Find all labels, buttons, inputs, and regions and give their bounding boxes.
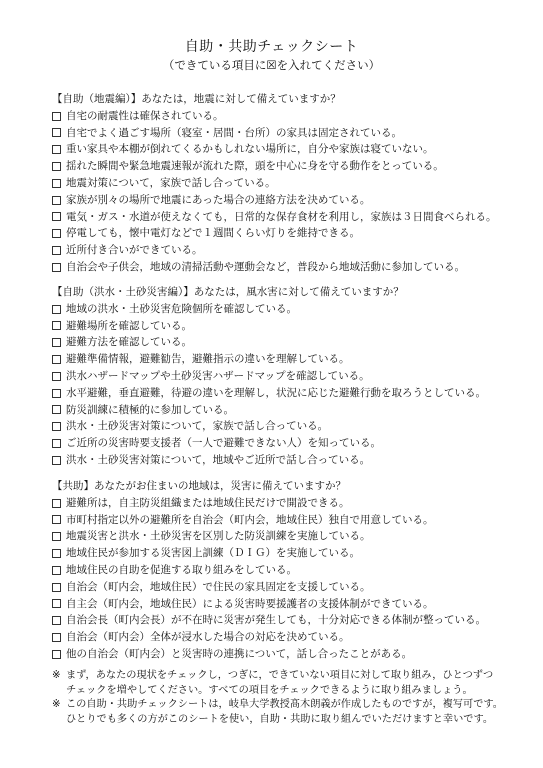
checklist-item[interactable] — [52, 158, 522, 175]
checklist-item-label: 洪水ハザードマップや土砂災害ハザードマップを確認している。 — [66, 369, 370, 382]
checklist-item[interactable] — [52, 125, 522, 142]
checkbox[interactable] — [52, 229, 61, 238]
checkbox[interactable] — [52, 515, 61, 524]
checkbox[interactable] — [52, 263, 61, 272]
checklist-item-label: 避難方法を確認している。 — [66, 336, 192, 349]
checkbox[interactable] — [52, 305, 61, 314]
notes — [52, 669, 522, 727]
checkbox[interactable] — [52, 212, 61, 221]
checklist-item-label: 自治会長（町内会長）が不在時に災害が発生しても，十分対応できる体制が整っている。 — [66, 614, 486, 627]
checkbox[interactable] — [52, 196, 61, 205]
checklist-item-label: 停電しても，懐中電灯などで１週間くらい灯りを維持できる。 — [66, 227, 360, 240]
checklist-item[interactable] — [52, 596, 522, 613]
checklist-item[interactable] — [52, 368, 522, 385]
checklist-item-label: 地域住民の自助を促進する取り組みをしている。 — [66, 563, 297, 576]
note-text: この自助・共助チェックシートは，岐阜大学教授髙木朗義が作成したものですが，複写可です。 ひとりでも多くの方がこのシートを使い，自助・共助に取り組んでいただけますと幸いです。 — [66, 699, 503, 725]
note-mark: ※ — [52, 670, 61, 681]
checklist-item[interactable] — [52, 418, 522, 435]
checkbox[interactable] — [52, 179, 61, 188]
section-heading: 【共助】あなたがお住まいの地域は，災害に備えていますか？ — [52, 480, 346, 492]
checklist-item[interactable] — [52, 175, 522, 192]
checkbox[interactable] — [52, 372, 61, 381]
checklist-item-label: ご近所の災害時要支援者（一人で避難できない人）を知っている。 — [66, 437, 381, 450]
checkbox[interactable] — [52, 583, 61, 592]
page-title: 自助・共助チェックシート — [184, 39, 359, 55]
checklist-item[interactable] — [52, 209, 522, 226]
checklist-item-label: 市町村指定以外の避難所を自治会（町内会，地域住民）独自で用意している。 — [66, 513, 434, 526]
checklist-item[interactable] — [52, 495, 522, 512]
checklist-item[interactable] — [52, 225, 522, 242]
section-heading: 【自助（洪水・土砂災害編）】あなたは，風水害に対して備えていますか？ — [52, 286, 404, 298]
checkbox[interactable] — [52, 499, 61, 508]
checklist-item-label: 避難場所を確認している。 — [66, 319, 192, 332]
checkbox[interactable] — [52, 389, 61, 398]
checklist-item-label: 地域の洪水・土砂災害危険個所を確認している。 — [66, 302, 297, 315]
checklist-item-label: 避難準備情報，避難勧告，避難指示の違いを理解している。 — [66, 353, 350, 366]
checklist-item-label: 地域住民が参加する災害図上訓練（ＤＩＧ）を実施している。 — [66, 547, 360, 560]
checklist-item-label: 自宅でよく過ごす場所（寝室・居間・台所）の家具は固定されている。 — [66, 126, 402, 139]
checklist-item[interactable] — [52, 562, 522, 579]
section-self-help-earthquake — [52, 91, 522, 276]
note-text: まず，あなたの現状をチェックし，つぎに，できていない項目に対して取り組み，ひとつずつ チェックを増やしてください。すべての項目をチェックできるように取り組みましょう。 — [66, 670, 494, 696]
checklist-item[interactable] — [52, 259, 522, 276]
checklist-item-label: 避難所は，自主防災組織または地域住民だけで開設できる。 — [66, 496, 350, 509]
checkbox[interactable] — [52, 405, 61, 414]
checklist-item[interactable] — [52, 612, 522, 629]
page-subtitle: （できている項目に☒を入れてください） — [162, 58, 381, 72]
note — [52, 669, 522, 698]
checklist-item[interactable] — [52, 141, 522, 158]
checklist-item[interactable] — [52, 512, 522, 529]
checklist-item-label: 揺れた瞬間や緊急地震速報が流れた際，頭を中心に身を守る動作をとっている。 — [66, 160, 444, 173]
checklist-item-label: 自主会（町内会，地域住民）による災害時要援護者の支援体制ができている。 — [66, 597, 434, 610]
checklist-item[interactable] — [52, 351, 522, 368]
checkbox[interactable] — [52, 549, 61, 558]
checklist-item[interactable] — [52, 579, 522, 596]
checkbox[interactable] — [52, 162, 61, 171]
section-self-help-flood — [52, 284, 522, 469]
checkbox[interactable] — [52, 456, 61, 465]
checklist-item-label: 重い家具や本棚が倒れてくるかもしれない場所に，自分や家族は寝ていない。 — [66, 143, 434, 156]
checklist-item-label: 自治会や子供会，地域の清掃活動や運動会など，普段から地域活動に参加している。 — [66, 260, 465, 273]
checkbox[interactable] — [52, 650, 61, 659]
checklist-item-label: 洪水・土砂災害対策について，地域やご近所で話し合っている。 — [66, 453, 371, 466]
checklist-item-label: 自治会（町内会，地域住民）で住民の家具固定を支援している。 — [66, 580, 371, 593]
checkbox[interactable] — [52, 246, 61, 255]
checkbox[interactable] — [52, 112, 61, 121]
checkbox[interactable] — [52, 355, 61, 364]
checklist-item-label: 他の自治会（町内会）と災害時の連携について，話し合ったことがある。 — [66, 647, 413, 660]
section-mutual-help — [52, 478, 522, 663]
checklist-item-label: 洪水・土砂災害対策について，家族で話し合っている。 — [66, 420, 329, 433]
checklist-item[interactable] — [52, 385, 522, 402]
checklist-item[interactable] — [52, 192, 522, 209]
checklist-item[interactable] — [52, 108, 522, 125]
checklist-item-label: 水平避難，垂直避難，待避の違いを理解し，状況に応じた避難行動を取ろうとしている。 — [66, 386, 486, 399]
checklist-item[interactable] — [52, 545, 522, 562]
checkbox[interactable] — [52, 145, 61, 154]
checklist-item[interactable] — [52, 646, 522, 663]
checkbox[interactable] — [52, 599, 61, 608]
checklist-item-label: 地震災害と洪水・土砂災害を区別した防災訓練を実施している。 — [66, 530, 371, 543]
checklist-item[interactable] — [52, 402, 522, 419]
note — [52, 698, 522, 727]
checklist-item[interactable] — [52, 629, 522, 646]
checkbox[interactable] — [52, 439, 61, 448]
checkbox[interactable] — [52, 128, 61, 137]
checkbox[interactable] — [52, 422, 61, 431]
checkbox[interactable] — [52, 532, 61, 541]
checklist-item[interactable] — [52, 242, 522, 259]
checklist-item[interactable] — [52, 435, 522, 452]
checkbox[interactable] — [52, 321, 61, 330]
checklist-item-label: 自宅の耐震性は確保されている。 — [66, 109, 224, 122]
checklist-item[interactable] — [52, 452, 522, 469]
checkbox[interactable] — [52, 633, 61, 642]
checklist-item[interactable] — [52, 318, 522, 335]
checkbox[interactable] — [52, 338, 61, 347]
checklist-item-label: 家族が別々の場所で地震にあった場合の連絡方法を決めている。 — [66, 193, 371, 206]
checklist-item-label: 自治会（町内会）全体が浸水した場合の対応を決めている。 — [66, 631, 350, 644]
checklist-item-label: 近所付き合いができている。 — [66, 244, 203, 257]
checkbox[interactable] — [52, 566, 61, 575]
checklist-item[interactable] — [52, 334, 522, 351]
checklist-item-label: 防災訓練に積極的に参加している。 — [66, 403, 234, 416]
checklist-item[interactable] — [52, 528, 522, 545]
note-mark: ※ — [52, 699, 61, 710]
checklist-item-label: 地震対策について，家族で話し合っている。 — [66, 176, 276, 189]
checklist-item-label: 電気・ガス・水道が使えなくても，日常的な保存食材を利用し，家族は３日間食べられる。 — [66, 210, 497, 223]
section-heading: 【自助（地震編）】あなたは，地震に対して備えていますか？ — [52, 93, 341, 105]
checklist-item[interactable] — [52, 301, 522, 318]
checkbox[interactable] — [52, 616, 61, 625]
